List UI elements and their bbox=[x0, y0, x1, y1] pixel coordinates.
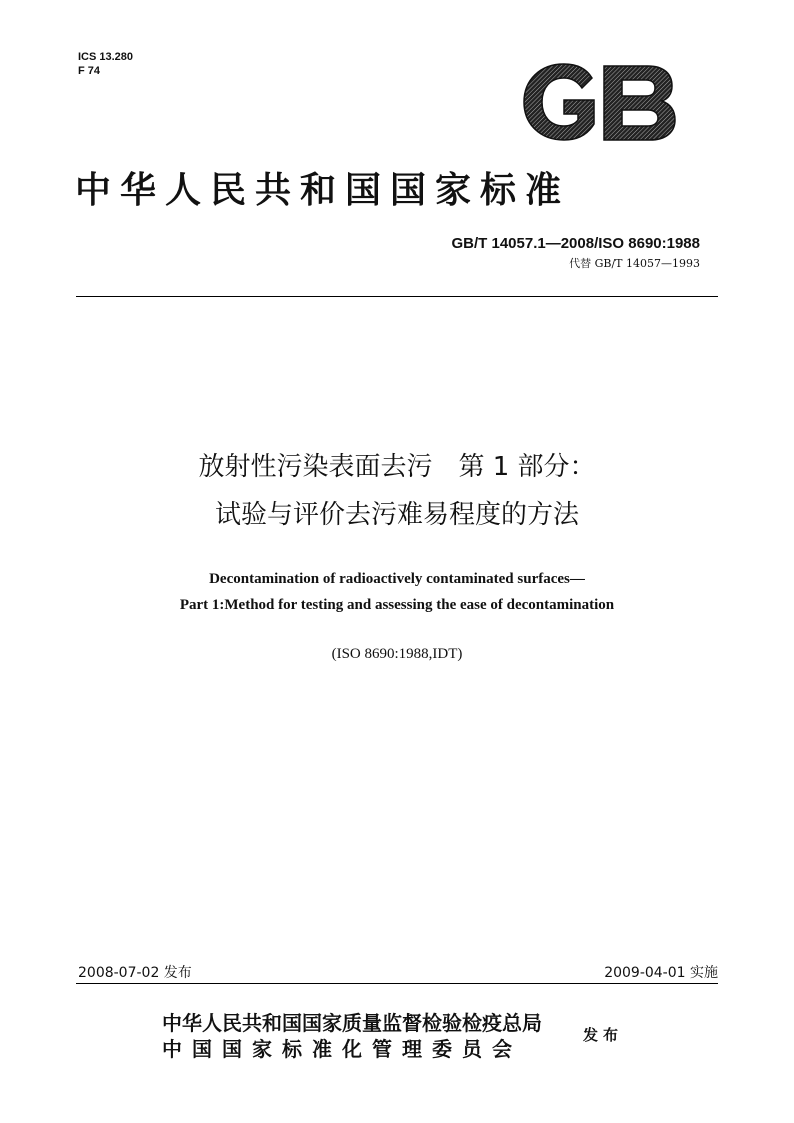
header-divider bbox=[76, 296, 718, 297]
issuer-aqsiq: 中华人民共和国国家质量监督检验检疫总局 bbox=[162, 1011, 542, 1035]
chinese-title bbox=[0, 443, 794, 539]
footer-divider bbox=[76, 983, 718, 984]
english-title-line-2: Part 1:Method for testing and assessing the ease of decontamination bbox=[179, 597, 615, 613]
ccs-code: F 74 bbox=[78, 65, 101, 77]
issuing-authorities bbox=[162, 1010, 542, 1062]
issuer-sac: 中国国家标准化管理委员会 bbox=[162, 1037, 522, 1061]
ics-classification bbox=[78, 50, 133, 78]
gb-logo bbox=[520, 60, 678, 144]
chinese-title-line-1: 放射性污染表面去污 第 1 部分： bbox=[198, 452, 596, 482]
issue-date: 2008-07-02 发布 bbox=[78, 965, 192, 981]
country-standard-title: 中华人民共和国国家标准 bbox=[75, 170, 571, 211]
publish-label: 发布 bbox=[583, 1026, 624, 1044]
standard-number: GB/T 14057.1—2008/ISO 8690:1988 bbox=[451, 235, 700, 252]
implementation-date: 2009-04-01 实施 bbox=[604, 965, 718, 981]
iso-equivalence: (ISO 8690:1988,IDT) bbox=[331, 646, 463, 662]
replaces-standard: 代替 GB/T 14057—1993 bbox=[569, 257, 700, 270]
english-title bbox=[0, 566, 794, 618]
chinese-title-line-2: 试验与评价去污难易程度的方法 bbox=[214, 500, 579, 530]
english-title-line-1: Decontamination of radioactively contaminated surfaces— bbox=[209, 571, 585, 587]
ics-code: ICS 13.280 bbox=[78, 51, 134, 63]
